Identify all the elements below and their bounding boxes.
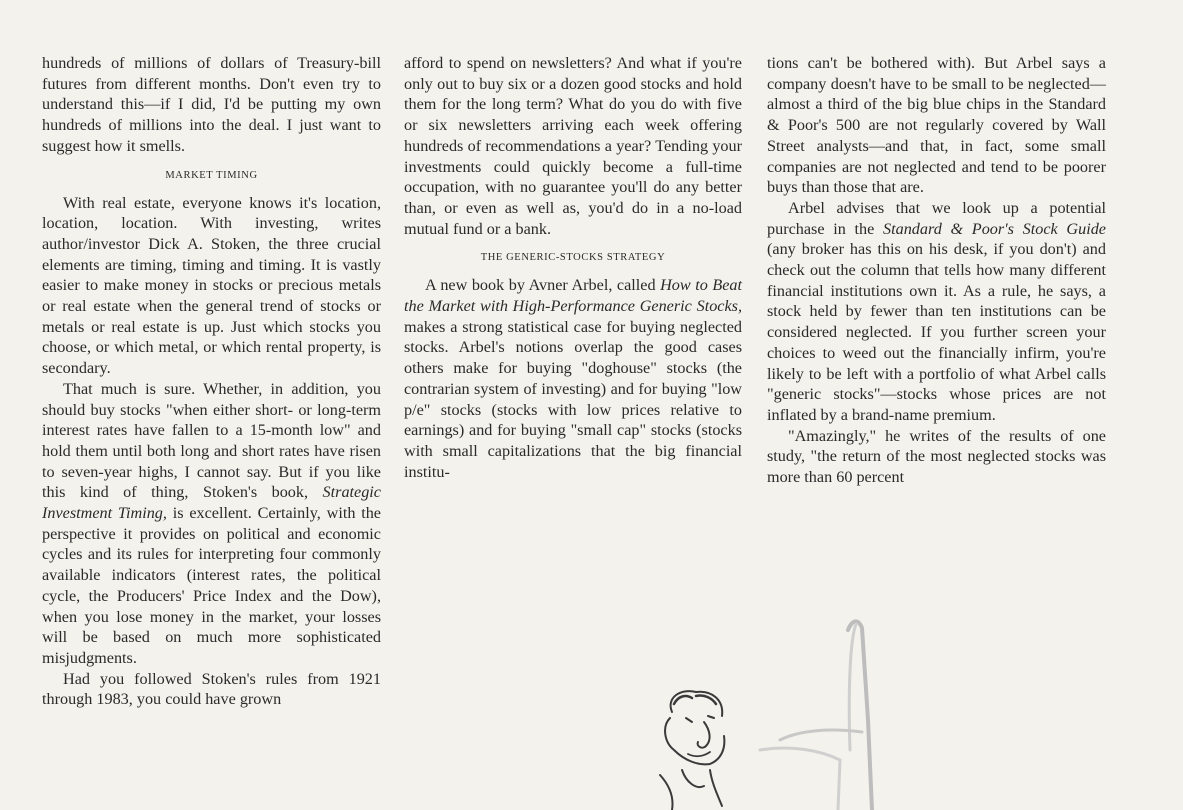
paragraph xyxy=(767,198,1106,426)
section-heading-generic-stocks: THE GENERIC-STOCKS STRATEGY xyxy=(480,252,666,264)
book-title: Standard & Poor's Stock Guide xyxy=(883,219,1106,238)
column-right xyxy=(767,53,1106,488)
text-run: A new book by Avner Arbel, called xyxy=(425,276,661,295)
paragraph: "Amazingly," he writes of the results of one study, "the return of the most neglected stocks was more than 60 percent xyxy=(767,426,1106,487)
paragraph: hundreds of millions of dollars of Treasury-bill futures from different months. Don't even try to understand this—if I did, I'd be putting my own hundreds of millions into the deal. I just want to suggest how it smells. xyxy=(42,54,381,155)
text-run: That much is sure. Whether, in addition, you should buy stocks "when either short- or long-term interest rates have fallen to a 15-month low" and hold them until both long and short rates have risen to seven-year highs, I cannot say. But if you like this kind of thing, Stoken's book, xyxy=(42,379,381,502)
paragraph: With real estate, everyone knows it's location, location, location. With investing, writes author/investor Dick A. Stoken, the three crucial elements are timing, timing and timing. It is vastly easier to make money in stocks or precious metals or real estate when the general trend of stocks or metals or real estate is up. Just which stocks you choose, or which metal, or which rental property, is secondary. xyxy=(42,193,381,378)
paragraph: afford to spend on newsletters? And what if you're only out to buy six or a dozen good stocks and hold them for the long term? What do you do with five or six newsletters arriving each week offering hundreds of recommendations a year? Tending your investments could quickly become a full-time occupation, with no guarantee you'll do any better than, or even as well as, you'd do in a no-load mutual fund or a bank. xyxy=(404,54,742,238)
book-title: How to Beat the Market with High-Performance Generic Stocks, xyxy=(404,276,742,316)
text-run: makes a strong statistical case for buying neglected stocks. Arbel's notions overlap the good cases others make for buying "doghouse" stocks (the contrarian system of investing) and for buying "low p/e" stocks (stocks with low prices relative to earnings) and for buying "small cap" stocks (stocks with small capitalizations that the big financial institu- xyxy=(404,317,742,481)
text-run: Arbel advises that we look up a potential purchase in the xyxy=(767,198,1106,238)
text-run: (any broker has this on his desk, if you don't) and check out the column that tells how many different financial institutions own it. As a rule, he says, a stock held by fewer than ten institutions can be considered neglected. If you further screen your choices to weed out the financially infirm, you're likely to be left with a portfolio of what Arbel calls "generic stocks"—stocks whose prices are not inflated by a brand-name premium. xyxy=(767,240,1106,424)
text-run: is excellent. Certainly, with the perspective it provides on political and economic cycles and its rules for interpreting four commonly available indicators (interest rates, the political cycle, the Producers' Price Index and the Dow), when you lose money in the market, your losses will be based on much more sophisticated misjudgments. xyxy=(42,504,381,667)
paragraph xyxy=(42,379,381,669)
paragraph xyxy=(404,275,742,482)
column-left xyxy=(42,53,381,710)
column-middle xyxy=(404,53,742,482)
cartoon-illustration xyxy=(600,600,940,810)
paragraph: Had you followed Stoken's rules from 1921 through 1983, you could have grown xyxy=(42,669,381,709)
section-heading-market-timing: MARKET TIMING xyxy=(165,169,258,181)
book-title: Strategic Investment Timing, xyxy=(42,483,381,523)
paragraph: tions can't be bothered with). But Arbel says a company doesn't have to be small to be neglected—almost a third of the big blue chips in the Standard & Poor's 500 are not regularly covered by Wall Street analysts—and that, in fact, some small companies are not neglected and tend to be poorer buys than those that are. xyxy=(767,54,1106,197)
